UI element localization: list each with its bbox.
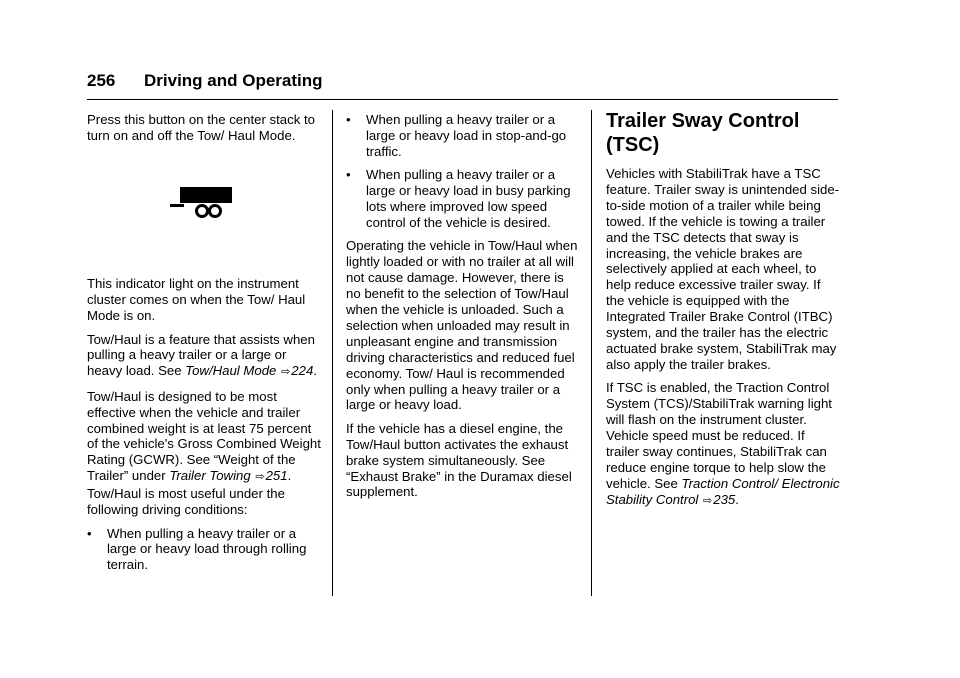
- p4-end: . Tow/Haul is most useful under the following driving conditions:: [87, 468, 292, 518]
- column-divider-2: [591, 110, 592, 596]
- bullet-text: When pulling a heavy trailer or a large or heavy load in stop-and-go traffic.: [366, 112, 567, 159]
- column-1: [87, 112, 323, 581]
- paragraph-towhaul-button: Press this button on the center stack to turn on and off the Tow/ Haul Mode.: [87, 112, 315, 143]
- page-ref-arrow-icon: ⇨: [281, 366, 291, 379]
- column-divider-1: [332, 110, 333, 596]
- p2-text: If TSC is enabled, the Traction Control System (TCS)/StabiliTrak warning light will flash on the instrument cluster. Vehicle speed must be reduced. If trailer sway continues, StabiliTrak can reduce engine torque to help slow the vehicle. See: [606, 380, 832, 491]
- page-header: [87, 71, 838, 101]
- paragraph-towhaul-feature: [87, 332, 323, 382]
- bullet-icon: •: [87, 525, 92, 541]
- page-ref-arrow-icon: ⇨: [255, 471, 265, 484]
- trailer-icon-container: [87, 151, 323, 276]
- page-number: 256: [87, 71, 116, 90]
- paragraph-diesel-engine: If the vehicle has a diesel engine, the Tow/Haul button activates the exhaust brake system simultaneously. See “Exhaust Brake” in the Duramax diesel supplement.: [346, 420, 572, 500]
- paragraph-towhaul-designed: [87, 389, 323, 518]
- p4-text: Tow/Haul is designed to be most effective when the vehicle and trailer combined weight is at least 75 percent of the vehicle's Gross Combined Weight Rating (GCWR). See “Weight of the Trailer” under: [87, 388, 321, 484]
- page-ref-arrow-icon: ⇨: [703, 494, 713, 507]
- page-ref-224[interactable]: 224: [291, 363, 314, 379]
- bullet-item: [346, 112, 578, 160]
- p3-end: .: [313, 363, 317, 379]
- traction-control-link[interactable]: Traction Control/ Electronic Stability Control: [606, 475, 840, 507]
- bullet-icon: •: [346, 167, 351, 183]
- page-ref-235[interactable]: 235: [713, 491, 736, 507]
- page-ref-251[interactable]: 251: [265, 468, 288, 484]
- paragraph-tsc-enabled: [606, 380, 840, 509]
- paragraph-indicator-light: This indicator light on the instrument cluster comes on when the Tow/ Haul Mode is on.: [87, 276, 306, 324]
- header-rule: [87, 99, 838, 100]
- paragraph-tsc-feature: Vehicles with StabiliTrak have a TSC feature. Trailer sway is unintended side-to-side motion of a trailer while being towed. If the vehicle is towing a trailer and the TSC detects that sway is increasing, the vehicle brakes are selectively applied at each wheel, to help reduce excessive trailer sway. If the vehicle is equipped with the Integrated Trailer Brake Control (ITBC) system, and the trailer has the electric actuated brake system, StabiliTrak may also apply the trailer brakes.: [606, 166, 840, 372]
- bullet-item: [346, 167, 578, 231]
- bullet-text: When pulling a heavy trailer or a large or heavy load through rolling terrain.: [107, 525, 307, 573]
- p2-end: .: [735, 491, 739, 507]
- p3-text: Tow/Haul is a feature that assists when pulling a heavy trailer or a large or heavy load. See: [87, 331, 315, 379]
- trailer-towing-link[interactable]: Trailer Towing: [169, 468, 251, 484]
- column-2: [346, 112, 578, 508]
- bullet-item: [87, 526, 323, 574]
- bullet-text: When pulling a heavy trailer or a large or heavy load in busy parking lots where improved low speed control of the vehicle is desired.: [366, 167, 571, 230]
- bullet-icon: •: [346, 112, 351, 127]
- section-title: Trailer Sway Control (TSC): [606, 110, 800, 156]
- trailer-icon: [170, 187, 232, 219]
- paragraph-lightly-loaded: Operating the vehicle in Tow/Haul when lightly loaded or with no trailer at all will not cause damage. However, there is no benefit to the selection of Tow/Haul when the vehicle is unloaded. Such a selection when unloaded may result in unpleasant engine and transmission driving characteristics and reduced fuel economy. Tow/ Haul is recommended only when pulling a heavy trailer or a large or heavy load.: [346, 238, 578, 413]
- towhaul-mode-link[interactable]: Tow/Haul Mode: [185, 363, 277, 379]
- column-3: [606, 112, 840, 517]
- chapter-title: Driving and Operating: [144, 71, 323, 90]
